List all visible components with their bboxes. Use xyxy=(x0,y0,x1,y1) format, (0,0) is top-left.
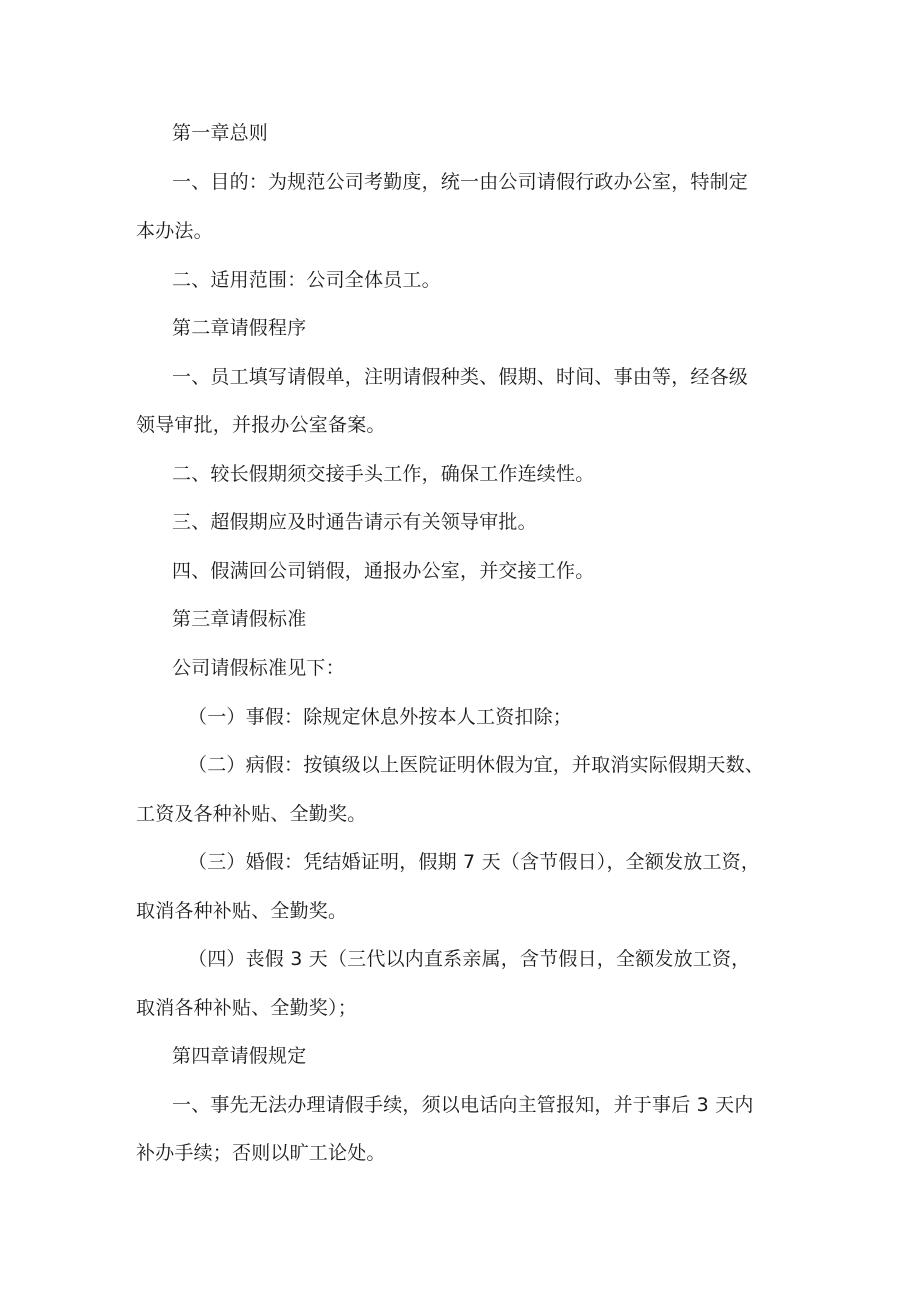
list-item: （四）丧假 3 天（三代以内直系亲属，含节假日，全额发放工资， xyxy=(188,948,751,970)
paragraph-line: 领导审批，并报办公室备案。 xyxy=(136,414,386,436)
chapter-1-heading: 第一章总则 xyxy=(172,122,269,144)
list-item-continuation: 工资及各种补贴、全勤奖。 xyxy=(136,803,367,825)
paragraph-line: 二、适用范围：公司全体员工。 xyxy=(172,269,441,291)
list-item: （二）病假：按镇级以上医院证明休假为宜，并取消实际假期天数、 xyxy=(188,754,765,776)
list-item-continuation: 取消各种补贴、全勤奖）； xyxy=(136,997,357,1019)
chapter-2-heading: 第二章请假程序 xyxy=(172,317,307,339)
paragraph-line: 本办法。 xyxy=(136,220,213,242)
paragraph-line: 四、假满回公司销假，通报办公室，并交接工作。 xyxy=(172,560,595,582)
paragraph-line: 补办手续；否则以旷工论处。 xyxy=(136,1142,386,1164)
paragraph-line: 二、较长假期须交接手头工作，确保工作连续性。 xyxy=(172,463,595,485)
paragraph-line: 公司请假标准见下： xyxy=(172,657,345,679)
list-item-continuation: 取消各种补贴、全勤奖。 xyxy=(136,900,348,922)
chapter-3-heading: 第三章请假标准 xyxy=(172,608,307,630)
paragraph-line: 一、员工填写请假单，注明请假种类、假期、时间、事由等，经各级 xyxy=(172,366,749,388)
list-item: （一）事假：除规定休息外按本人工资扣除； xyxy=(188,706,573,728)
paragraph-line: 一、目的：为规范公司考勤度，统一由公司请假行政办公室，特制定 xyxy=(172,171,749,193)
paragraph-line: 一、事先无法办理请假手续，须以电话向主管报知，并于事后 3 天内 xyxy=(172,1094,754,1116)
paragraph-line: 三、超假期应及时通告请示有关领导审批。 xyxy=(172,511,537,533)
chapter-4-heading: 第四章请假规定 xyxy=(172,1045,307,1067)
list-item: （三）婚假：凭结婚证明，假期 7 天（含节假日），全额发放工资， xyxy=(188,851,761,873)
